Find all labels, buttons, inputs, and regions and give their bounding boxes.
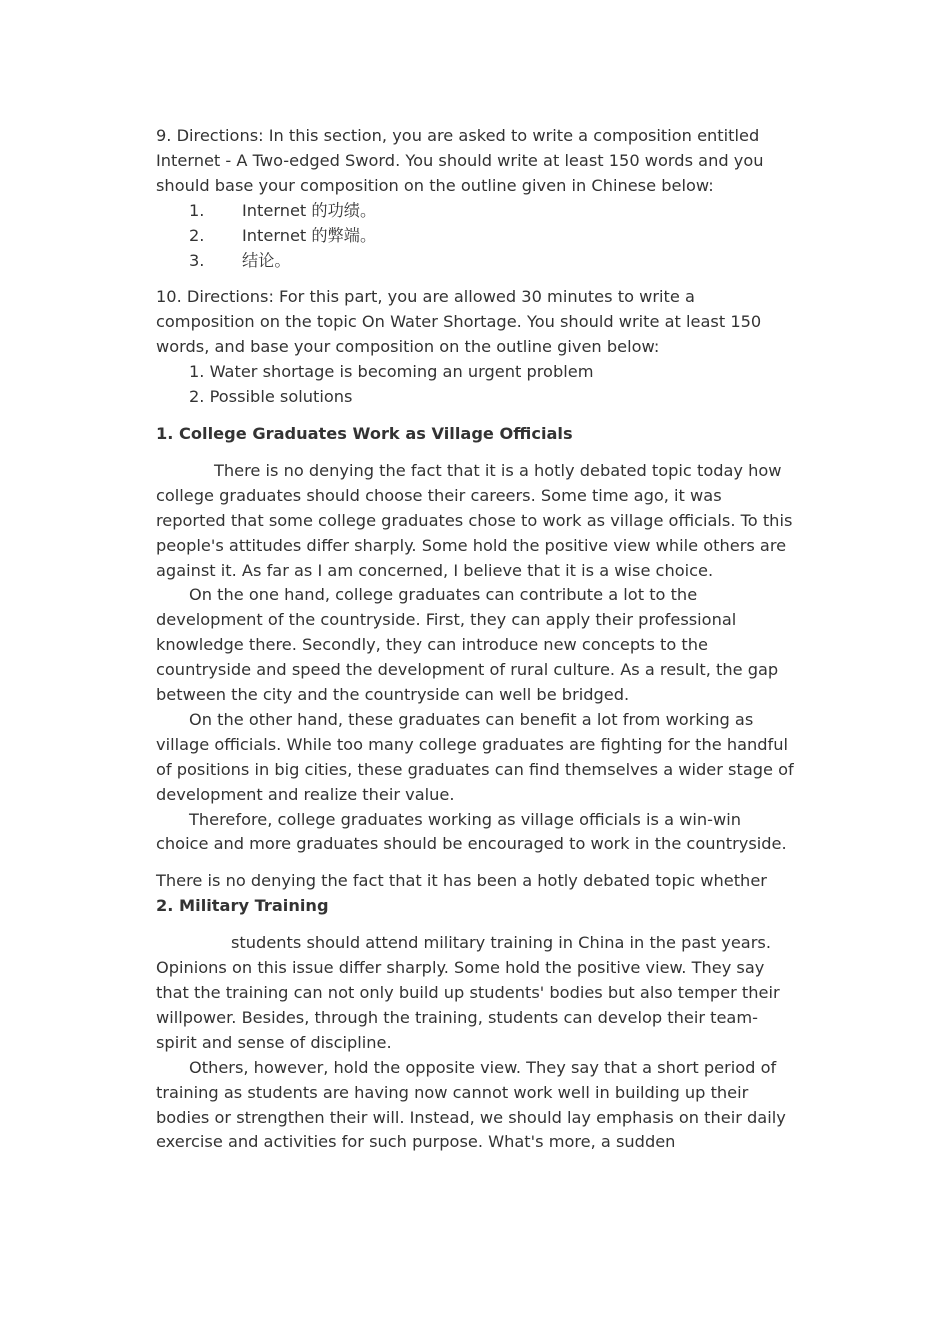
list-item: 3. 结论。 (189, 250, 291, 270)
essay1-paragraph: Therefore, college graduates working as village officials is a win-win choice and more graduates should be encouraged to work in the countryside. (156, 809, 787, 854)
essay1-paragraph: There is no denying the fact that it is a hotly debated topic today how college graduates should choose their careers. Some time ago, it was reported that some college graduates chose to work as village officials. To this people's attitudes differ sharply. Some hold the positive view while others are against it. As far as I am concerned, I believe that it is a wise choice. (156, 460, 793, 580)
list-item: 2. Possible solutions (189, 387, 353, 407)
q9-outline-list (156, 199, 796, 274)
essay2-body (156, 931, 796, 1155)
document-page (156, 124, 796, 1155)
q9-directions: 9. Directions: In this section, you are asked to write a composition entitled Internet - A Two-edged Sword. You should write at least 150 words and you should base your composition on the outline given in Chinese below: (156, 126, 764, 195)
essay1-paragraph: On the one hand, college graduates can contribute a lot to the development of the countryside. First, they can apply their professional knowledge there. Secondly, they can introduce new concepts to the countryside and speed the development of rural culture. As a result, the gap between the city and the countryside can well be bridged. (156, 585, 779, 705)
essay1-body (156, 459, 796, 858)
essay1-title: 1. College Graduates Work as Village Officials (156, 423, 573, 443)
essay2-title: 2. Military Training (156, 896, 329, 916)
q10-outline-list (156, 360, 796, 410)
essay2-paragraph: students should attend military training in China in the past years. Opinions on this issue differ sharply. Some hold the positive view. They say that the training can not only build up students' bodies but also temper their willpower. Besides, through the training, students can develop their team-spirit and sense of discipline. (156, 933, 780, 1052)
essay1-paragraph: On the other hand, these graduates can benefit a lot from working as village officials. While too many college graduates are fighting for the handful of positions in big cities, these graduates can find themselves a wider stage of development and realize their value. (156, 709, 794, 804)
list-item: 2. Internet 的弊端。 (189, 225, 377, 245)
essay2-paragraph: Others, however, hold the opposite view. They say that a short period of training as students are having now cannot work well in building up their bodies or strengthen their will. Instead, we should lay emphasis on their daily exercise and activities for such purpose. What's more, a sudden (156, 1057, 786, 1152)
q10-directions: 10. Directions: For this part, you are allowed 30 minutes to write a composition on the topic On Water Shortage. You should write at least 150 words, and base your composition on the outline given below: (156, 287, 762, 357)
essay2-lead-line: There is no denying the fact that it has been a hotly debated topic whether (156, 871, 767, 891)
list-item: 1. Water shortage is becoming an urgent problem (189, 362, 594, 382)
list-item: 1. Internet 的功绩。 (189, 200, 377, 220)
